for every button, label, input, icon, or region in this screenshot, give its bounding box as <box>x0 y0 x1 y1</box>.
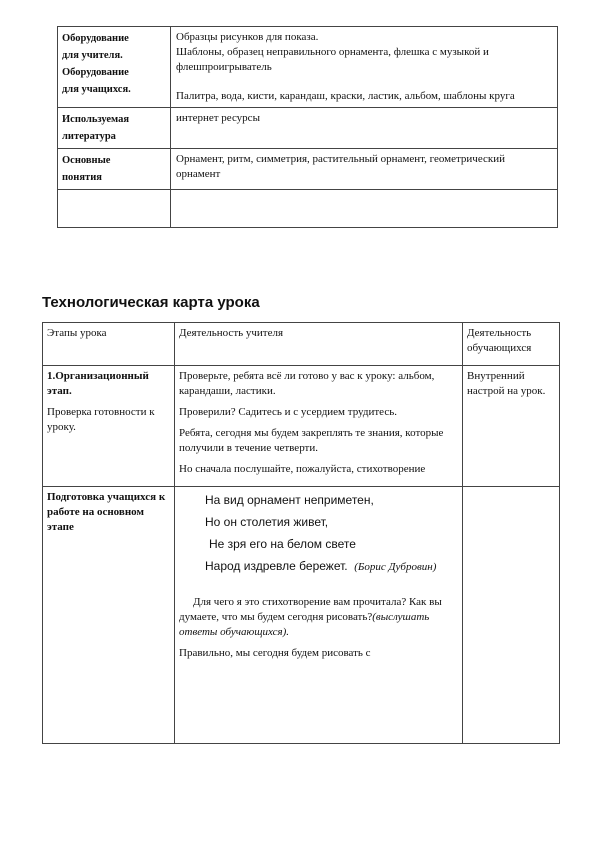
label-line: Используемая <box>62 114 130 125</box>
teacher-equipment-templates: Шаблоны, образец неправильного орнамента, флешка с музыкой и флешпроигрыватель <box>176 46 489 73</box>
equipment-row <box>58 27 558 108</box>
students-cell <box>463 487 560 744</box>
teacher-text: Проверили? Садитесь и с усердием трудитесь. <box>179 406 397 418</box>
label-line: для учащихся. <box>62 84 131 95</box>
teacher-text: Правильно, мы сегодня будем рисовать с <box>179 647 371 659</box>
equipment-label <box>58 27 171 108</box>
stage-subtitle: Проверка готовности к уроку. <box>47 406 155 433</box>
teacher-text: Ребята, сегодня мы будем закреплять те знания, которые получили в течение четверти. <box>179 427 444 454</box>
teacher-cell <box>175 366 463 487</box>
empty-cell <box>58 190 171 228</box>
row-organizational <box>43 366 560 487</box>
label-line: понятия <box>62 172 102 183</box>
teacher-text: Но сначала послушайте, пожалуйста, стихотворение <box>179 463 426 475</box>
concepts-content: Орнамент, ритм, симметрия, растительный орнамент, геометрический орнамент <box>171 149 558 190</box>
teacher-text: Проверьте, ребята всё ли готово у вас к уроку: альбом, карандаши, ластики. <box>179 370 435 397</box>
poem-line <box>205 558 458 575</box>
poem-line: Но он столетия живет, <box>205 515 329 529</box>
students-cell: Внутренний настрой на урок. <box>463 366 560 487</box>
poem-line: Не зря его на белом свете <box>209 537 356 551</box>
label-line: Основные <box>62 155 111 166</box>
header-students: Деятельность обучающихся <box>463 323 560 366</box>
concepts-label <box>58 149 171 190</box>
concepts-row <box>58 149 558 190</box>
lesson-table <box>42 322 560 744</box>
section-title: Технологическая карта урока <box>42 294 260 311</box>
teacher-equipment-samples: Образцы рисунков для показа. <box>176 31 319 43</box>
question-note: (выслушать ответы обучающихся). <box>179 611 430 638</box>
question-text: Для чего я это стихотворение вам прочитала? Как вы думаете, что мы будем сегодня рисовать? <box>179 596 442 623</box>
label-line: литература <box>62 131 116 142</box>
teacher-question <box>179 595 458 640</box>
label-line: Оборудование <box>62 67 129 78</box>
literature-row <box>58 108 558 149</box>
literature-label <box>58 108 171 149</box>
header-teacher: Деятельность учителя <box>175 323 463 366</box>
poem-line: На вид орнамент неприметен, <box>205 493 374 507</box>
equipment-content <box>171 27 558 108</box>
label-line: для учителя. <box>62 50 123 61</box>
stage-title: 1.Организационный этап. <box>47 370 149 397</box>
stage-cell <box>43 366 175 487</box>
info-table <box>57 26 558 228</box>
header-row <box>43 323 560 366</box>
label-line: Оборудование <box>62 33 129 44</box>
header-stages: Этапы урока <box>43 323 175 366</box>
teacher-cell <box>175 487 463 744</box>
empty-cell <box>171 190 558 228</box>
row-preparation <box>43 487 560 744</box>
poem-author: (Борис Дубровин) <box>354 561 437 573</box>
literature-content: интернет ресурсы <box>171 108 558 149</box>
poem-line-text: Народ издревле бережет. <box>205 559 348 573</box>
empty-row <box>58 190 558 228</box>
stage-cell: Подготовка учащихся к работе на основном этапе <box>43 487 175 744</box>
student-equipment: Палитра, вода, кисти, карандаш, краски, ластик, альбом, шаблоны круга <box>176 90 515 102</box>
